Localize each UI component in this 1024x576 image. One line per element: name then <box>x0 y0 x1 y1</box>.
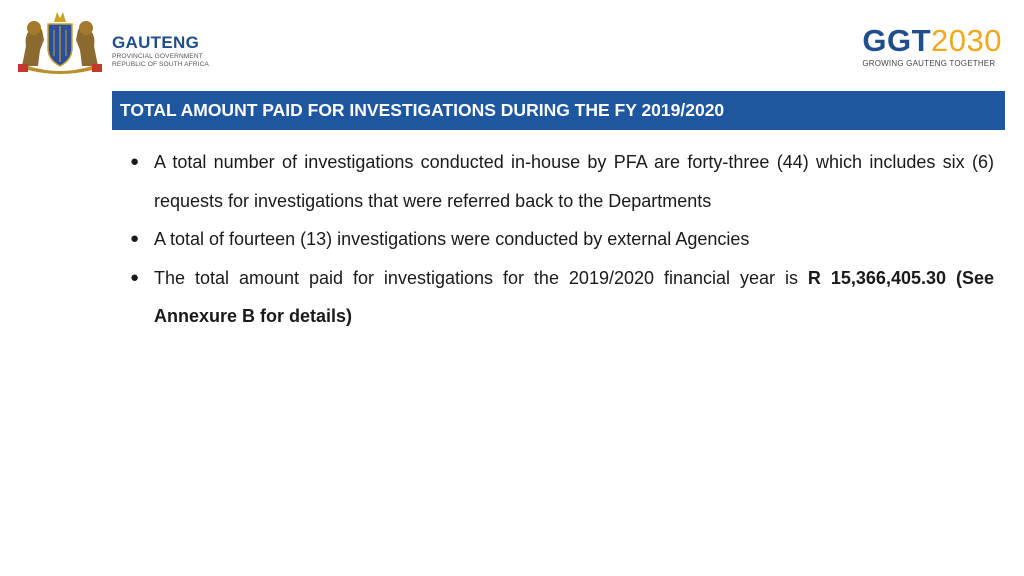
bullet-text: A total number of investigations conducted in-house by PFA are forty-three (44) which includes six (6) requests for investigations that were referred back to the Departments <box>154 152 994 211</box>
brand-part-b: 2030 <box>931 23 1002 58</box>
brand-tagline: GROWING GAUTENG TOGETHER <box>862 59 996 68</box>
bullet-item <box>128 259 994 336</box>
ggt2030-logo <box>862 23 1002 68</box>
bullet-list <box>128 143 994 336</box>
bullet-amount: R 15,366,405.30 (See Annexure B for details) <box>154 267 994 326</box>
bullet-dot-icon: ● <box>130 268 140 286</box>
gauteng-wordmark <box>112 34 209 68</box>
brand-part-a: GGT <box>862 23 932 58</box>
bullet-text: A total of fourteen (13) investigations were conducted by external Agencies <box>154 229 750 249</box>
coat-of-arms-logo <box>14 6 106 74</box>
slide-title: TOTAL AMOUNT PAID FOR INVESTIGATIONS DURING THE FY 2019/2020 <box>112 91 1005 130</box>
bullet-dot-icon: ● <box>130 230 140 247</box>
org-subtitle-1: PROVINCIAL GOVERNMENT <box>112 53 203 60</box>
bullet-item <box>128 220 994 259</box>
org-subtitle-2: REPUBLIC OF SOUTH AFRICA <box>112 60 209 68</box>
bullet-item <box>128 143 994 220</box>
org-name: GAUTENG <box>112 33 200 52</box>
bullet-dot-icon: ● <box>130 153 140 170</box>
bullet-text: The total amount paid for investigations for the 2019/2020 financial year is <box>154 267 808 288</box>
